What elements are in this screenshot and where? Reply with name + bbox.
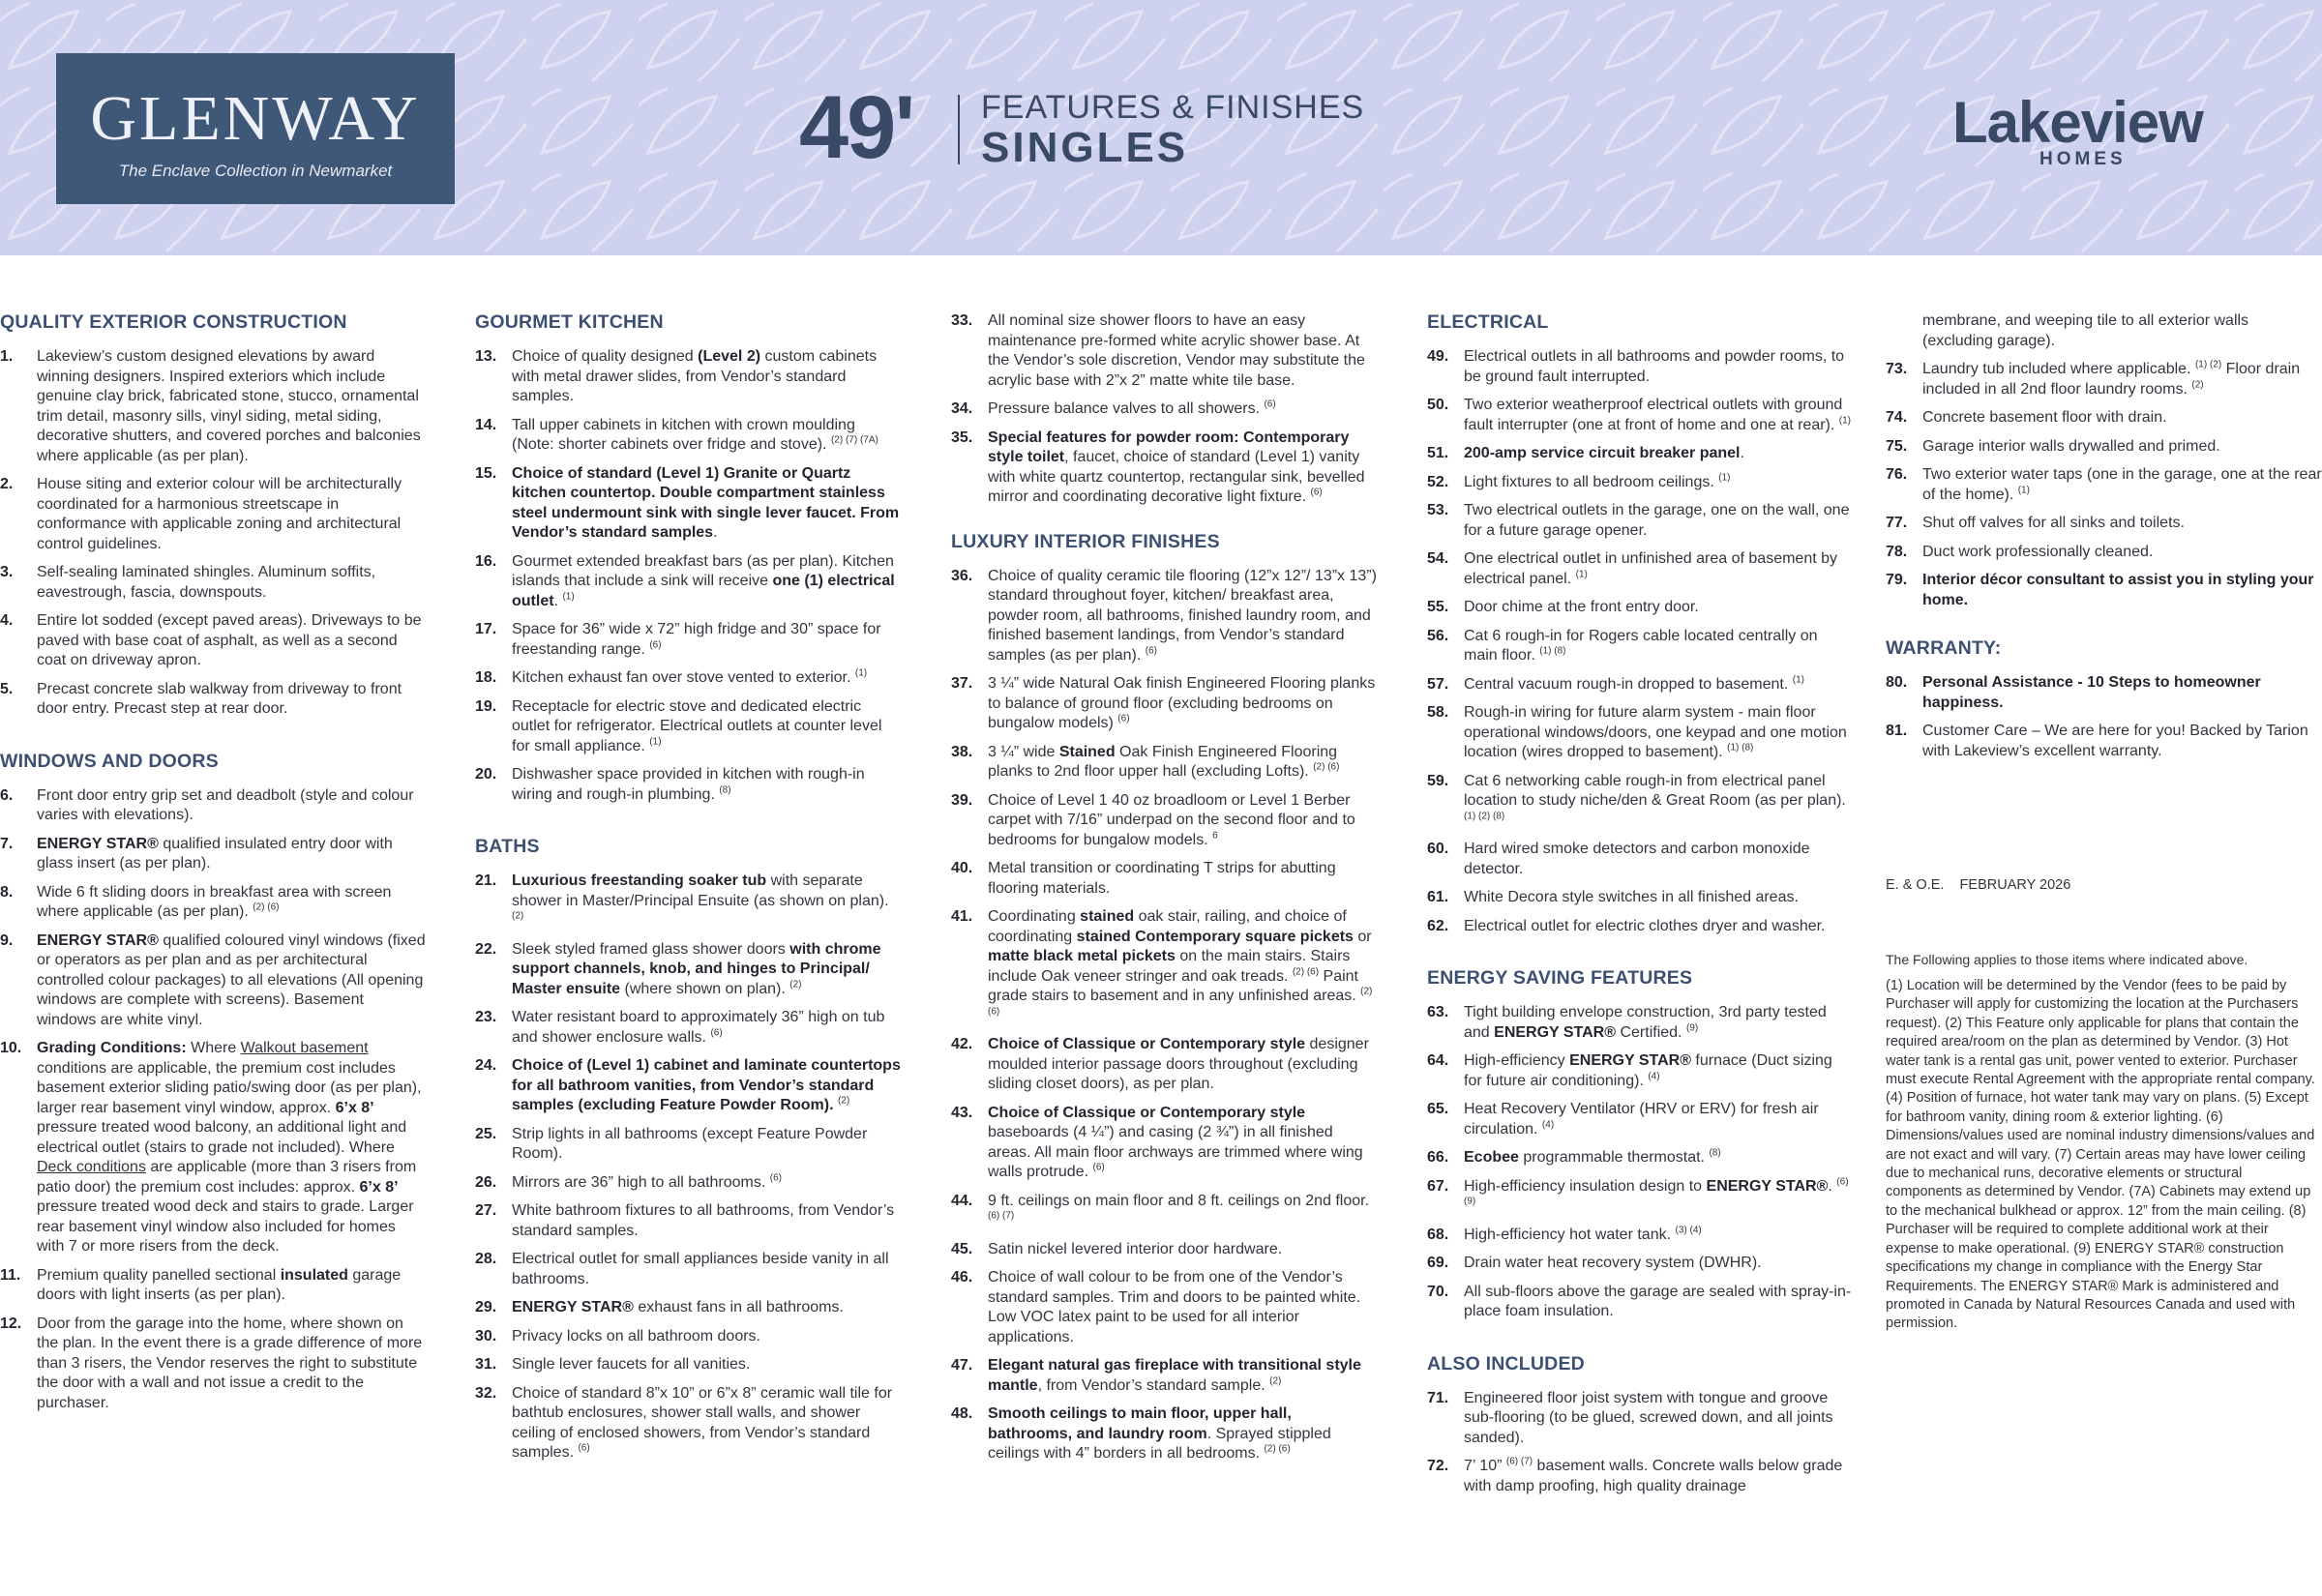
feature-item — [951, 907, 1377, 1026]
feature-item — [951, 1035, 1377, 1095]
feature-item-text: Door from the garage into the home, where shown on the plan. In the event there is a grade difference of more than 3 risers, the Vendor reserves the right to substitute the door with a wall and not issue a credit to the purchaser. — [37, 1315, 423, 1411]
feature-item-number: 77. — [1886, 515, 1908, 531]
feature-item-number: 80. — [1886, 674, 1908, 691]
feature-item-number: 49. — [1427, 348, 1449, 365]
feature-item — [951, 859, 1377, 899]
feature-item — [951, 791, 1377, 851]
feature-item-text: Laundry tub included where applicable. $^{(1) (2)}$ Floor drain included in all 2nd floor laundry rooms. $^{(2)}$ — [1922, 359, 2301, 398]
feature-item-number: 46. — [951, 1269, 973, 1286]
feature-item-number: 47. — [951, 1357, 973, 1374]
feature-item-number: 62. — [1427, 917, 1449, 934]
feature-item — [1886, 543, 2322, 563]
feature-item — [1427, 1226, 1853, 1246]
feature-item-number: 27. — [475, 1202, 497, 1219]
feature-item — [0, 475, 426, 554]
feature-item-number: 13. — [475, 348, 497, 365]
feature-item-text: Shut off valves for all sinks and toilets. — [1922, 515, 2185, 531]
feature-item-text: Pressure balance valves to all showers. $^{(6)}$ — [988, 399, 1276, 417]
feature-item-text: ENERGY STAR® qualified insulated entry door with glass insert (as per plan). — [37, 835, 393, 872]
feature-item-text: Luxurious freestanding soaker tub with separate shower in Master/Principal Ensuite (as shown on plan). $^{(2)}$ — [512, 872, 889, 922]
feature-item-text: Duct work professionally cleaned. — [1922, 543, 2154, 560]
feature-item-text: Grading Conditions: Where Walkout basement conditions are applicable, the premium cost includes basement exterior sliding patio/swing door (as per plan), larger rear basement vinyl window, approx. 6’x 8’ pressure treated wood balcony, an additional light and electrical outlet (stairs to grade not included). Where Deck conditions are applicable (more than 3 risers from patio door) the premium cost includes: approx. 6’x 8’ pressure treated wood deck and stairs to grade. Larger rear basement vinyl window also included for homes with 7 or more risers from the deck. — [37, 1040, 422, 1255]
column-2 — [475, 311, 901, 1472]
feature-item — [475, 765, 901, 805]
feature-item — [475, 347, 901, 407]
feature-item — [475, 940, 901, 1000]
feature-item — [1886, 465, 2322, 505]
feature-item-number: 45. — [951, 1240, 973, 1257]
feature-item — [475, 1201, 901, 1241]
footnotes-heading: The Following applies to those items where indicated above. — [1886, 952, 2248, 967]
feature-item-number: 65. — [1427, 1101, 1449, 1117]
feature-item-text: Cat 6 rough-in for Rogers cable located centrally on main floor. $^{(1) (8)}$ — [1464, 627, 1818, 664]
feature-item-text: Single lever faucets for all vanities. — [512, 1356, 751, 1373]
feature-item-text: Interior décor consultant to assist you in styling your home. — [1922, 572, 2314, 608]
feature-item-text: Lakeview’s custom designed elevations by award winning designers. Inspired exteriors which include genuine clay brick, fabricated stone, stucco, ornamental trim detail, masonry sills, vinyl siding, metal siding, decorative shutters, and covered porches and balconies where applicable (as per plan). — [37, 348, 421, 464]
glenway-logo — [56, 53, 455, 204]
feature-item-text: Concrete basement floor with drain. — [1922, 409, 2167, 426]
feature-item-number: 14. — [475, 416, 497, 433]
feature-item-text: House siting and exterior colour will be architecturally coordinated for a harmonious streetscape in conformance with applicable zoning and architectural control guidelines. — [37, 476, 402, 552]
feature-item-number: 17. — [475, 621, 497, 637]
section-energy-title: ENERGY SAVING FEATURES — [1427, 967, 1693, 989]
feature-item-number: 6. — [0, 786, 14, 804]
lakeview-logo: Lakeview — [1952, 90, 2203, 155]
feature-item — [1886, 571, 2322, 610]
feature-item — [475, 1250, 901, 1289]
eoe-date: E. & O.E. FEBRUARY 2026 — [1886, 877, 2071, 893]
feature-item-number: 5. — [0, 680, 14, 697]
feature-item-number: 33. — [951, 312, 973, 329]
feature-item-text: Privacy locks on all bathroom doors. — [512, 1327, 760, 1345]
feature-item-text: Cat 6 networking cable rough-in from electrical panel location to study niche/den & Great Room (as per plan). $^{(1) (2) (8)}$ — [1464, 772, 1846, 822]
feature-item — [0, 786, 426, 826]
feature-item — [0, 931, 426, 1031]
feature-item-text: Coordinating stained oak stair, railing, and choice of coordinating stained Contemporary square pickets or matte black metal pickets on the main stairs. Stairs include Oak veneer stringer and oak treads. $^{(2) (6)}$ Paint grade stairs to basement and in any unfinished areas. $^{(2) (6)}$ — [988, 908, 1373, 1018]
feature-item — [1427, 1254, 1853, 1274]
feature-item-number: 56. — [1427, 627, 1449, 644]
item-list — [0, 786, 426, 1414]
feature-item-number: 70. — [1427, 1283, 1449, 1300]
feature-item-text: Two electrical outlets in the garage, one on the wall, one for a future garage opener. — [1464, 502, 1850, 539]
feature-item — [1427, 1003, 1853, 1043]
feature-item-number: 68. — [1427, 1226, 1449, 1243]
section-also-title: ALSO INCLUDED — [1427, 1352, 1585, 1374]
feature-item-text: Personal Assistance - 10 Steps to homeowner happiness. — [1922, 674, 2261, 711]
feature-item — [1427, 772, 1853, 832]
feature-item-number: 76. — [1886, 466, 1908, 483]
feature-item — [1427, 1177, 1853, 1217]
feature-item-text: membrane, and weeping tile to all exterior walls (excluding garage). — [1922, 312, 2249, 349]
feature-item-text: 3 ¼” wide Natural Oak finish Engineered Flooring planks to balance of ground floor (excluding bedrooms on bungalow models) $^{(6)}$ — [988, 675, 1376, 731]
column-4 — [1427, 311, 1853, 1505]
feature-item — [1886, 514, 2322, 534]
title-divider — [958, 95, 960, 164]
section-interior-title: LUXURY INTERIOR FINISHES — [951, 530, 1220, 552]
feature-item-text: Kitchen exhaust fan over stove vented to exterior. $^{(1)}$ — [512, 667, 868, 686]
feature-item-number: 28. — [475, 1251, 497, 1267]
feature-item — [1427, 840, 1853, 879]
feature-item-text: Mirrors are 36” high to all bathrooms. $^{(6)}$ — [512, 1172, 783, 1191]
feature-item — [1427, 396, 1853, 435]
feature-item-number: 51. — [1427, 445, 1449, 461]
feature-item-number: 72. — [1427, 1458, 1449, 1474]
feature-item-number: 12. — [0, 1315, 22, 1332]
feature-item-text: Choice of quality ceramic tile flooring (12”x 12”/ 13”x 13”) standard throughout foyer, kitchen/ breakfast area, powder room, all bathrooms, finished laundry room, and finished basement landings, from Vendor’s standard samples (as per plan). $^{(6)}$ — [988, 567, 1377, 664]
feature-item-number: 71. — [1427, 1389, 1449, 1406]
feature-item — [0, 611, 426, 671]
feature-item-number: 23. — [475, 1009, 497, 1025]
feature-item-number: 40. — [951, 860, 973, 876]
feature-item — [475, 1056, 901, 1116]
feature-item-number: 3. — [0, 564, 14, 580]
feature-item-text: Two exterior water taps (one in the garage, one at the rear of the home). $^{(1)}$ — [1922, 466, 2322, 503]
feature-item-number: 66. — [1427, 1149, 1449, 1166]
feature-item-text: Wide 6 ft sliding doors in breakfast area with screen where applicable (as per plan). $^{(2) (6)}$ — [37, 883, 392, 920]
feature-item-number: 36. — [951, 567, 973, 584]
feature-item-number: 41. — [951, 908, 973, 925]
feature-item-text: Precast concrete slab walkway from driveway to front door entry. Precast step at rear door. — [37, 680, 402, 717]
feature-item — [951, 674, 1377, 734]
feature-item — [1886, 722, 2322, 761]
feature-item-number: 4. — [0, 612, 14, 629]
feature-item-text: 3 ¼” wide Stained Oak Finish Engineered Flooring planks to 2nd floor upper hall (excluding Lofts). $^{(2) (6)}$ — [988, 743, 1340, 780]
feature-item-text: Central vacuum rough-in dropped to basement. $^{(1)}$ — [1464, 674, 1804, 693]
feature-item — [475, 1008, 901, 1048]
feature-item — [1427, 1283, 1853, 1322]
feature-item-number: 32. — [475, 1384, 497, 1402]
column-1 — [0, 311, 426, 1422]
feature-item-number: 1. — [0, 348, 14, 365]
page-header — [0, 0, 2322, 255]
feature-item — [0, 1039, 426, 1257]
feature-item — [1427, 444, 1853, 464]
feature-item-text: Elegant natural gas fireplace with transitional style mantle, from Vendor’s standard sample. $^{(2)}$ — [988, 1357, 1361, 1394]
feature-item-number: 43. — [951, 1104, 973, 1121]
feature-item-text: Hard wired smoke detectors and carbon monoxide detector. — [1464, 841, 1810, 877]
feature-item-text: Gourmet extended breakfast bars (as per plan). Kitchen islands that include a sink will receive one (1) electrical outlet. $^{(1)}$ — [512, 552, 895, 609]
footnotes-text: (1) Location will be determined by the Vendor (fees to be paid by Purchaser will apply for customizing the location at the Purchasers request). (2) This Feature only applicable for plans that contain the required area/room on the plan as determined by Vendor. (3) Hot water tank is a rental gas unit, power vented to exterior. Purchaser must execute Rental Agreement with the appropriate rental company. (4) Position of furnace, hot water tank may vary on plans. (5) Except for bathroom vanity, dining room & exterior lighting. (6) Dimensions/values used are nominal industry dimensions/values and are not exact and will vary. (7) Certain areas may have lower ceiling due to mechanical runs, decorative elements or structural components as determined by Vendor. (7A) Cabinets may extend up to the mechanical bulkhead or approx. 12” from the main ceiling. (8) Purchaser will be required to complete additional work at their expense to make operational. (9) ENERGY STAR® construction specifications my change in compliance with the Energy Star Requirements. The ENERGY STAR® Mark is administered and promoted in Canada by Natural Resources Canada and used with permission. — [1886, 978, 2315, 1332]
feature-item-text: Choice of standard 8”x 10” or 6”x 8” ceramic wall tile for bathtub enclosures, shower stall walls, and shower ceiling of enclosed showers, from Vendor’s standard samples. $^{(6)}$ — [512, 1384, 893, 1461]
feature-item — [0, 347, 426, 466]
feature-item — [1427, 627, 1853, 666]
section-baths-title: BATHS — [475, 836, 540, 857]
feature-item-number: 30. — [475, 1327, 497, 1345]
feature-item-number: 15. — [475, 464, 497, 482]
feature-item-number: 78. — [1886, 543, 1908, 560]
feature-item-number: 39. — [951, 791, 973, 809]
feature-item-number: 61. — [1427, 889, 1449, 905]
feature-item-text: Ecobee programmable thermostat. $^{(8)}$ — [1464, 1147, 1721, 1166]
feature-item-text: Drain water heat recovery system (DWHR). — [1464, 1255, 1762, 1271]
feature-item — [475, 1327, 901, 1347]
feature-item-text: Special features for powder room: Contemporary style toilet, faucet, choice of standard (Level 1) vanity with white quartz countertop, rectangular sink, bevelled mirror and coordinating decorative light fixture. $^{(6)}$ — [988, 429, 1365, 505]
feature-item-number: 21. — [475, 872, 497, 889]
feature-item-number: 10. — [0, 1040, 22, 1056]
lakeview-homes-label: HOMES — [2039, 149, 2127, 169]
feature-item — [951, 1356, 1377, 1396]
feature-item — [0, 835, 426, 874]
feature-item-number: 11. — [0, 1266, 21, 1284]
feature-item-text: Entire lot sodded (except paved areas). Driveways to be paved with base coat of asphalt, as well as a second coat on driveway apron. — [37, 612, 422, 668]
feature-item — [475, 464, 901, 544]
feature-item-number: 69. — [1427, 1255, 1449, 1271]
feature-item-text: Light fixtures to all bedroom ceilings. $^{(1)}$ — [1464, 472, 1731, 490]
section-windows-title: WINDOWS AND DOORS — [0, 750, 219, 772]
section-electrical-title: ELECTRICAL — [1427, 311, 1549, 333]
feature-item — [951, 399, 1377, 420]
feature-item-number: 63. — [1427, 1004, 1449, 1020]
item-list — [1886, 673, 2322, 761]
feature-item — [1427, 1389, 1853, 1449]
feature-item-text: High-efficiency ENERGY STAR® furnace (Duct sizing for future air conditioning). $^{(4)}$ — [1464, 1052, 1832, 1089]
feature-item-text: Water resistant board to approximately 36” high on tub and shower enclosure walls. $^{(6)}$ — [512, 1009, 885, 1046]
column-5 — [1886, 311, 2322, 1334]
feature-item-text: Two exterior weatherproof electrical outlets with ground fault interrupter (one at front of home and one at rear). $^{(1)}$ — [1464, 397, 1852, 433]
section-warranty-title: WARRANTY: — [1886, 637, 2002, 659]
feature-item-number: 53. — [1427, 502, 1449, 518]
feature-item — [951, 567, 1377, 666]
feature-item-number: 16. — [475, 552, 497, 570]
title-features: FEATURES & FINISHES — [981, 89, 1365, 126]
item-list — [1427, 347, 1853, 936]
feature-item-text: Choice of Classique or Contemporary style designer moulded interior passage doors throughout (excluding sliding closet doors), as per plan. — [988, 1036, 1369, 1092]
feature-item — [1427, 549, 1853, 589]
feature-item — [475, 552, 901, 612]
feature-item-text: Choice of (Level 1) cabinet and laminate countertops for all bathroom vanities, from Vendor’s standard samples (excluding Feature Powder Room). $^{(2)}$ — [512, 1057, 901, 1113]
feature-item-number: 58. — [1427, 704, 1449, 721]
feature-item-text: Strip lights in all bathrooms (except Feature Powder Room). — [512, 1125, 868, 1162]
feature-item-number: 52. — [1427, 473, 1449, 490]
feature-item-text: Electrical outlets in all bathrooms and powder rooms, to be ground fault interrupted. — [1464, 348, 1845, 385]
feature-item-number: 8. — [0, 883, 14, 901]
feature-item-number: 18. — [475, 669, 497, 686]
feature-item-number: 75. — [1886, 437, 1908, 455]
logo-word: GLENWAY — [90, 83, 421, 154]
feature-item-text: Electrical outlet for small appliances beside vanity in all bathrooms. — [512, 1251, 889, 1287]
feature-item-text: All nominal size shower floors to have an easy maintenance pre-formed white acrylic shower base. At the Vendor’s sole discretion, Vendor may substitute the acrylic base with 2”x 2” matte white tile base. — [988, 312, 1365, 389]
feature-item-number: 54. — [1427, 550, 1449, 567]
item-list — [1886, 311, 2322, 610]
item-list — [475, 347, 901, 805]
feature-item-number: 20. — [475, 766, 497, 783]
feature-item-number: 34. — [951, 400, 973, 417]
feature-item-text: ENERGY STAR® qualified coloured vinyl windows (fixed or operators as per plan and as per architectural controlled colour packages) to all elevations (All opening windows are complete with screens). Basement windows are white vinyl. — [37, 931, 426, 1028]
feature-item — [1427, 501, 1853, 541]
feature-item-number: 60. — [1427, 841, 1449, 857]
title-singles: SINGLES — [981, 124, 1189, 171]
feature-item — [1427, 888, 1853, 908]
feature-item-number: 26. — [475, 1173, 497, 1191]
feature-item — [1427, 598, 1853, 618]
feature-item-text: Tight building envelope construction, 3rd party tested and ENERGY STAR® Certified. $^{(9)}$ — [1464, 1004, 1827, 1041]
feature-item-text: Space for 36” wide x 72” high fridge and 30” space for freestanding range. $^{(6)}$ — [512, 621, 881, 658]
feature-item — [1886, 437, 2322, 458]
feature-item-number: 22. — [475, 940, 497, 958]
feature-item-number: 57. — [1427, 675, 1449, 693]
feature-item-number: 44. — [951, 1192, 973, 1209]
feature-item-number: 9. — [0, 931, 14, 949]
feature-item — [475, 1173, 901, 1194]
feature-item-number: 29. — [475, 1299, 497, 1315]
feature-item — [951, 1404, 1377, 1464]
feature-item-number: 24. — [475, 1057, 497, 1074]
feature-item — [475, 620, 901, 660]
section-exterior-title: QUALITY EXTERIOR CONSTRUCTION — [0, 311, 347, 333]
feature-item-number: 31. — [475, 1356, 497, 1373]
feature-item — [1427, 917, 1853, 937]
feature-item-text: Premium quality panelled sectional insulated garage doors with light inserts (as per plan). — [37, 1266, 402, 1303]
item-list — [951, 311, 1377, 508]
feature-item — [951, 1104, 1377, 1183]
feature-item-text: ENERGY STAR® exhaust fans in all bathrooms. — [512, 1299, 844, 1315]
feature-item — [951, 743, 1377, 783]
feature-item — [0, 1315, 426, 1414]
feature-item-number: 38. — [951, 743, 973, 760]
feature-item — [475, 1125, 901, 1165]
feature-item-text: Customer Care – We are here for you! Backed by Tarion with Lakeview’s excellent warranty. — [1922, 723, 2308, 759]
feature-item — [1886, 360, 2322, 399]
feature-item-number: 37. — [951, 675, 973, 692]
feature-item-text: Sleek styled framed glass shower doors with chrome support channels, knob, and hinges to Principal/ Master ensuite (where shown on plan). $^{(2)}$ — [512, 940, 881, 997]
item-list — [1427, 1389, 1853, 1497]
feature-item — [1427, 347, 1853, 387]
feature-item — [1427, 703, 1853, 763]
feature-item-number: 19. — [475, 697, 497, 715]
feature-item — [951, 1240, 1377, 1260]
feature-item-text: 9 ft. ceilings on main floor and 8 ft. ceilings on 2nd floor. $^{(6) (7)}$ — [988, 1192, 1370, 1222]
feature-item-number: 67. — [1427, 1177, 1449, 1195]
feature-item — [475, 1384, 901, 1463]
feature-item — [951, 429, 1377, 508]
logo-subtitle: The Enclave Collection in Newmarket — [118, 162, 393, 180]
feature-item-number: 73. — [1886, 361, 1908, 377]
feature-item — [1427, 1457, 1853, 1496]
feature-item-number: 79. — [1886, 572, 1908, 588]
feature-item-number: 48. — [951, 1405, 973, 1422]
feature-item-number: 2. — [0, 476, 14, 492]
feature-item-number: 25. — [475, 1125, 497, 1142]
feature-item-number: 35. — [951, 429, 973, 446]
feature-item — [475, 872, 901, 931]
feature-item-text: Engineered floor joist system with tongue and groove sub-flooring (to be glued, screwed down, and all joints sanded). — [1464, 1389, 1833, 1446]
feature-item-text: Receptacle for electric stove and dedicated electric outlet for refrigerator. Electrical outlets at counter level for small appliance. $^{(1)}$ — [512, 697, 882, 754]
feature-item — [1427, 1051, 1853, 1091]
feature-item — [1886, 311, 2322, 351]
feature-item-text: Door chime at the front entry door. — [1464, 599, 1699, 615]
item-list — [0, 347, 426, 720]
feature-item-number: 42. — [951, 1036, 973, 1052]
feature-item-text: Electrical outlet for electric clothes dryer and washer. — [1464, 917, 1826, 934]
feature-item-text: Choice of quality designed (Level 2) custom cabinets with metal drawer slides, from Vendor’s standard samples. — [512, 348, 878, 404]
item-list — [1427, 1003, 1853, 1322]
feature-item-text: Metal transition or coordinating T strips for abutting flooring materials. — [988, 860, 1336, 897]
feature-item-number: 55. — [1427, 599, 1449, 615]
feature-item-number: 74. — [1886, 409, 1908, 426]
feature-item-text: Satin nickel levered interior door hardware. — [988, 1240, 1283, 1257]
feature-item — [475, 697, 901, 757]
item-list — [951, 567, 1377, 1464]
feature-item — [0, 563, 426, 603]
feature-item — [475, 668, 901, 689]
feature-item-text: Tall upper cabinets in kitchen with crown moulding (Note: shorter cabinets over fridge and stove). $^{(2) (7) (7A)}$ — [512, 416, 878, 453]
feature-item — [1427, 1100, 1853, 1139]
lot-size-title: 49' — [799, 78, 914, 177]
feature-item — [475, 1298, 901, 1318]
feature-item-text: High-efficiency hot water tank. $^{(3) (4)}$ — [1464, 1225, 1702, 1243]
feature-item-text: High-efficiency insulation design to ENERGY STAR®. $^{(6) (9)}$ — [1464, 1176, 1849, 1207]
feature-item-text: Rough-in wiring for future alarm system - main floor operational windows/doors, one keypad and one motion location (wires dropped to basement). $^{(1) (8)}$ — [1464, 704, 1847, 760]
item-list — [475, 872, 901, 1463]
feature-item-number: 81. — [1886, 723, 1908, 739]
feature-item-text: Front door entry grip set and deadbolt (style and colour varies with elevations). — [37, 786, 414, 823]
feature-item-text: Choice of Classique or Contemporary style baseboards (4 ¼”) and casing (2 ¾”) in all finished areas. All main floor archways are trimmed where wing walls protrude. $^{(6)}$ — [988, 1104, 1363, 1180]
feature-item-number: 59. — [1427, 772, 1449, 789]
feature-item-text: Choice of wall colour to be from one of the Vendor’s standard samples. Trim and doors to be painted white. Low VOC latex paint to be used for all interior applications. — [988, 1269, 1361, 1345]
feature-item-text: Choice of Level 1 40 oz broadloom or Level 1 Berber carpet with 7/16” underpad on the second floor and to bedrooms for bungalow models. $^6$ — [988, 791, 1355, 848]
feature-item-text: Self-sealing laminated shingles. Aluminum soffits, eavestrough, fascia, downspouts. — [37, 564, 376, 601]
feature-item-text: One electrical outlet in unfinished area of basement by electrical panel. $^{(1)}$ — [1464, 550, 1838, 587]
feature-item-text: Choice of standard (Level 1) Granite or Quartz kitchen countertop. Double compartment stainless steel undermount sink with single lever faucet. From Vendor’s standard samples. — [512, 464, 900, 541]
feature-item — [1886, 408, 2322, 429]
feature-item — [475, 416, 901, 456]
feature-item-text: 200-amp service circuit breaker panel. — [1464, 445, 1744, 461]
feature-item-text: Garage interior walls drywalled and primed. — [1922, 437, 2220, 455]
feature-item — [1427, 675, 1853, 695]
feature-item — [951, 1192, 1377, 1231]
feature-item-number: 7. — [0, 835, 14, 852]
feature-item-text: Dishwasher space provided in kitchen with rough-in wiring and rough-in plumbing. $^{(8)}$ — [512, 766, 865, 803]
feature-item — [1427, 473, 1853, 493]
feature-item-text: Smooth ceilings to main floor, upper hall, bathrooms, and laundry room. Sprayed stippled ceilings with 4” borders in all bedrooms. $^{(2) (6)}$ — [988, 1405, 1331, 1462]
feature-item-number: 50. — [1427, 397, 1449, 413]
feature-item — [0, 1266, 426, 1306]
feature-item-text: 7’ 10” $^{(6) (7)}$ basement walls. Concrete walls below grade with damp proofing, high quality drainage — [1464, 1456, 1843, 1494]
feature-item-text: Heat Recovery Ventilator (HRV or ERV) for fresh air circulation. $^{(4)}$ — [1464, 1101, 1819, 1138]
section-kitchen-title: GOURMET KITCHEN — [475, 311, 664, 333]
feature-item — [951, 1268, 1377, 1347]
feature-item — [0, 680, 426, 720]
feature-item-number: 64. — [1427, 1052, 1449, 1069]
feature-item — [1886, 673, 2322, 713]
column-3 — [951, 311, 1377, 1473]
feature-item — [475, 1355, 901, 1375]
feature-item — [0, 883, 426, 923]
feature-item-text: White bathroom fixtures to all bathrooms, from Vendor’s standard samples. — [512, 1202, 895, 1239]
feature-item-text: White Decora style switches in all finished areas. — [1464, 889, 1799, 905]
feature-item — [1427, 1148, 1853, 1168]
feature-item — [951, 311, 1377, 391]
feature-item-text: All sub-floors above the garage are sealed with spray-in-place foam insulation. — [1464, 1283, 1852, 1319]
